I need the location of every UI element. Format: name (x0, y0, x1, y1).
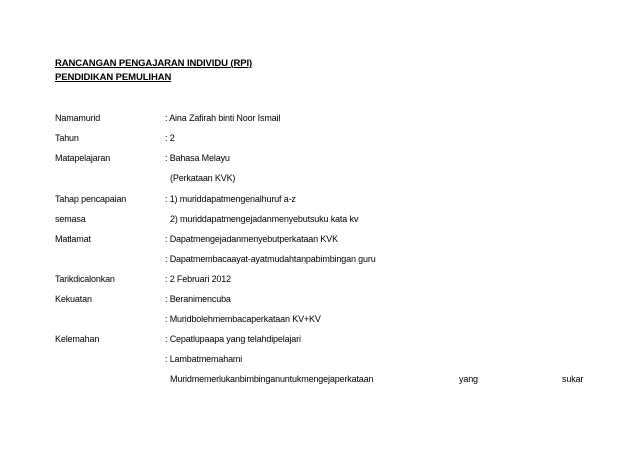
field-value: : Bahasa Melayu (165, 153, 230, 163)
field-row-continuation (55, 354, 595, 366)
field-value: : 1) muriddapatmengenalhuruf a-z (165, 194, 296, 204)
field-row-matapelajaran (55, 153, 595, 165)
field-label: Namamurid (55, 113, 101, 123)
field-row-tahap-pencapaian (55, 194, 595, 206)
text-segment: sukar (562, 374, 584, 384)
field-value: : Cepatlupaapa yang telahdipelajari (165, 334, 301, 344)
field-row-continuation (55, 314, 595, 326)
field-label: Kekuatan (55, 294, 92, 304)
field-row-tahun (55, 133, 595, 145)
field-label: Tarikdicalonkan (55, 274, 115, 284)
field-label: Tahap pencapaian (55, 194, 127, 204)
field-row-kelemahan (55, 334, 595, 346)
document-subtitle: PENDIDIKAN PEMULIHAN (55, 72, 172, 83)
field-value: : Beranimencuba (165, 294, 231, 304)
field-value: : 2 (165, 133, 175, 143)
field-value: : Muridbolehmembacaperkataan KV+KV (165, 314, 321, 324)
field-label: Tahun (55, 133, 79, 143)
field-label: Matapelajaran (55, 153, 111, 163)
field-value: : 2 Februari 2012 (165, 274, 231, 284)
field-label: semasa (55, 214, 86, 224)
justified-text-line (55, 374, 595, 386)
document-title: RANCANGAN PENGAJARAN INDIVIDU (RPI) (55, 58, 253, 69)
field-value: (Perkataan KVK) (170, 173, 236, 183)
text-segment: Muridmemerlukanbimbinganuntukmengejaperkataan (170, 374, 374, 384)
field-value: 2) muriddapatmengejadanmenyebutsuku kata kv (170, 214, 359, 224)
field-label: Kelemahan (55, 334, 100, 344)
field-row-semasa (55, 214, 595, 226)
text-segment: yang (459, 374, 478, 384)
field-row-continuation (55, 173, 595, 185)
field-row-nama-murid (55, 113, 595, 125)
field-label: Matlamat (55, 234, 91, 244)
field-value: : Dapatmengejadanmenyebutperkataan KVK (165, 234, 338, 244)
field-row-continuation (55, 254, 595, 266)
field-row-matlamat (55, 234, 595, 246)
field-value: : Lambatmemahami (165, 354, 243, 364)
field-row-kekuatan (55, 294, 595, 306)
field-value: : Aina Zafirah binti Noor Ismail (165, 113, 281, 123)
field-value: : Dapatmembacaayat-ayatmudahtanpabimbingan guru (165, 254, 376, 264)
field-row-tarikh-dicalonkan (55, 274, 595, 286)
